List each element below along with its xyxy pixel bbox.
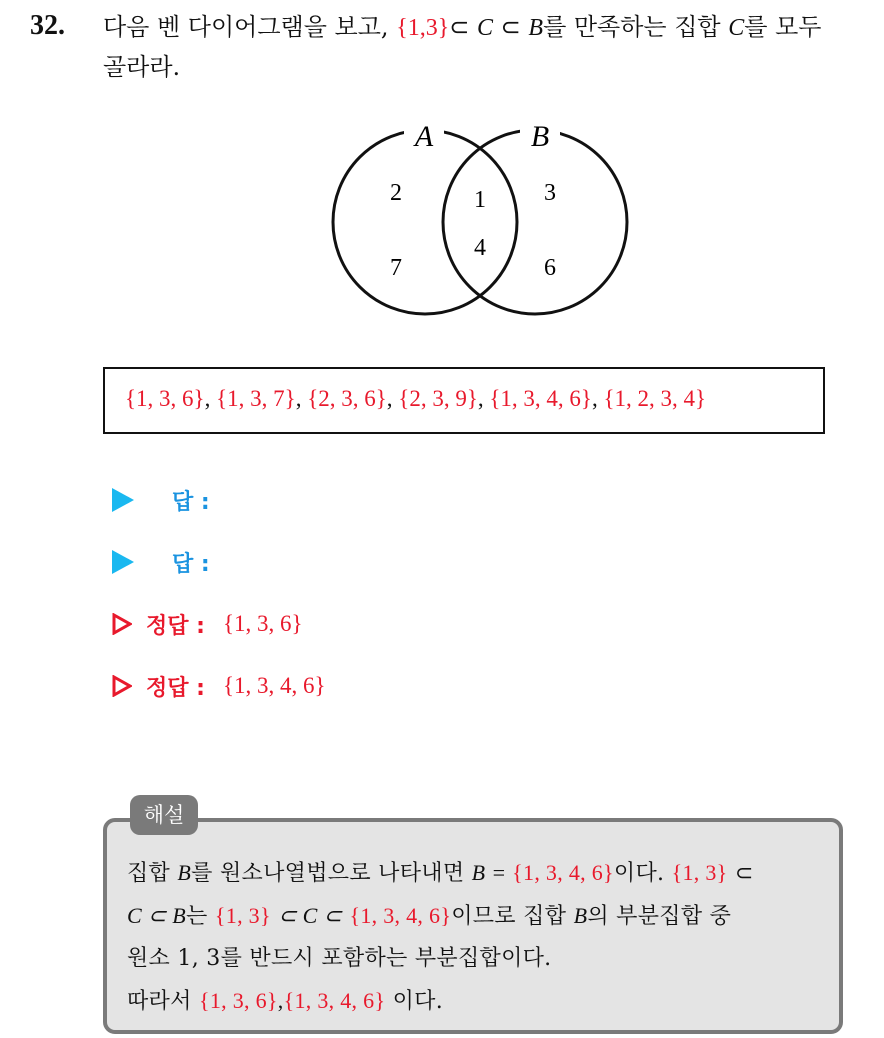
explanation-line-4 [127,980,827,1023]
exp-relation: C ⊂ B [127,903,187,928]
explanation-tab: 해설 [130,795,198,835]
choice-separator: , [591,386,598,411]
choice-4[interactable]: {2, 3, 9} [398,386,478,411]
correct-answer-row-2 [112,666,326,706]
exp-subset-symbol: ⊂ [734,860,754,885]
question-var-B: B [528,15,544,41]
explanation-line-2 [127,895,827,938]
question-var-C2: C [728,15,745,41]
correct-answer-value-2: {1, 3, 4, 6} [222,673,326,698]
question-text-2: 를 만족하는 집합 [543,13,721,41]
correct-answer-value-1: {1, 3, 6} [222,611,303,636]
set-A-label: A [414,120,434,153]
question-number: 32. [30,10,65,41]
set-A-circle [333,130,517,314]
element-only-A-bottom: 7 [390,255,402,281]
element-both-top: 1 [474,187,486,213]
element-only-B-top: 3 [544,180,556,206]
choice-5[interactable]: {1, 3, 4, 6} [489,386,592,411]
choice-separator: , [295,386,302,411]
choice-separator: , [477,386,484,411]
exp-eq: B = [471,860,513,885]
choices-box [103,367,825,434]
exp-var-B: B [573,903,588,928]
exp-var-B: B [177,860,192,885]
blue-triangle-icon [112,488,134,512]
explanation-text [127,852,827,1023]
exp-text: 이므로 집합 [451,904,567,929]
blue-triangle-icon [112,550,134,574]
explanation-panel [103,818,843,1034]
element-both-bottom: 4 [474,235,486,261]
exp-text: 이다. [392,989,444,1014]
explanation-line-1 [127,852,827,895]
question-text-line2: 골라라. [103,53,181,81]
question-text-3: 를 모두 [744,13,822,41]
exp-comma: , [277,988,284,1013]
choice-1[interactable]: {1, 3, 6} [125,386,205,411]
answer-label-2: 답 : [172,551,210,577]
choice-3[interactable]: {2, 3, 6} [307,386,387,411]
choice-separator: , [204,386,211,411]
question-text [103,8,821,47]
subset-symbol-2: ⊂ [500,15,521,41]
choice-separator: , [386,386,393,411]
exp-text: 따라서 [127,989,192,1014]
element-only-B-bottom: 6 [544,255,556,281]
question-var-C: C [476,15,493,41]
choice-6[interactable]: {1, 2, 3, 4} [603,386,707,411]
choice-2[interactable]: {1, 3, 7} [216,386,296,411]
subset-symbol-1: ⊂ [449,15,470,41]
element-only-A-top: 2 [390,180,402,206]
exp-text: 이다. [613,861,665,886]
exp-text: 를 원소나열법으로 나타내면 [191,861,465,886]
choices-list [125,386,706,412]
exp-set: {1, 3, 4, 6} [512,860,614,885]
exp-text: 의 부분집합 중 [587,904,732,929]
exp-text: 집합 [127,861,171,886]
exp-set: {1, 3, 6} [198,988,278,1013]
venn-diagram [320,110,640,325]
answer-row-1 [112,480,210,520]
answer-label-1: 답 : [172,489,210,515]
explanation-line-3: 원소 1, 3를 반드시 포함하는 부분집합이다. [127,946,552,971]
question-set-13: {1,3} [396,15,450,41]
correct-answer-label-2: 정답 : [146,675,205,701]
correct-answer-label-1: 정답 : [146,613,205,639]
question-text-1: 다음 벤 다이어그램을 보고, [103,13,389,41]
exp-text: 는 [186,904,208,929]
exp-relation: ⊂ C ⊂ [278,903,343,928]
red-outline-triangle-icon [112,613,132,635]
exp-set: {1, 3, 4, 6} [349,903,452,928]
correct-answer-row-1 [112,604,303,644]
exp-set: {1, 3} [214,903,271,928]
exp-set: {1, 3, 4, 6} [283,988,386,1013]
set-B-label: B [530,120,550,153]
answer-row-2 [112,542,210,582]
red-outline-triangle-icon [112,675,132,697]
exp-set: {1, 3} [671,860,728,885]
set-B-circle [443,130,627,314]
